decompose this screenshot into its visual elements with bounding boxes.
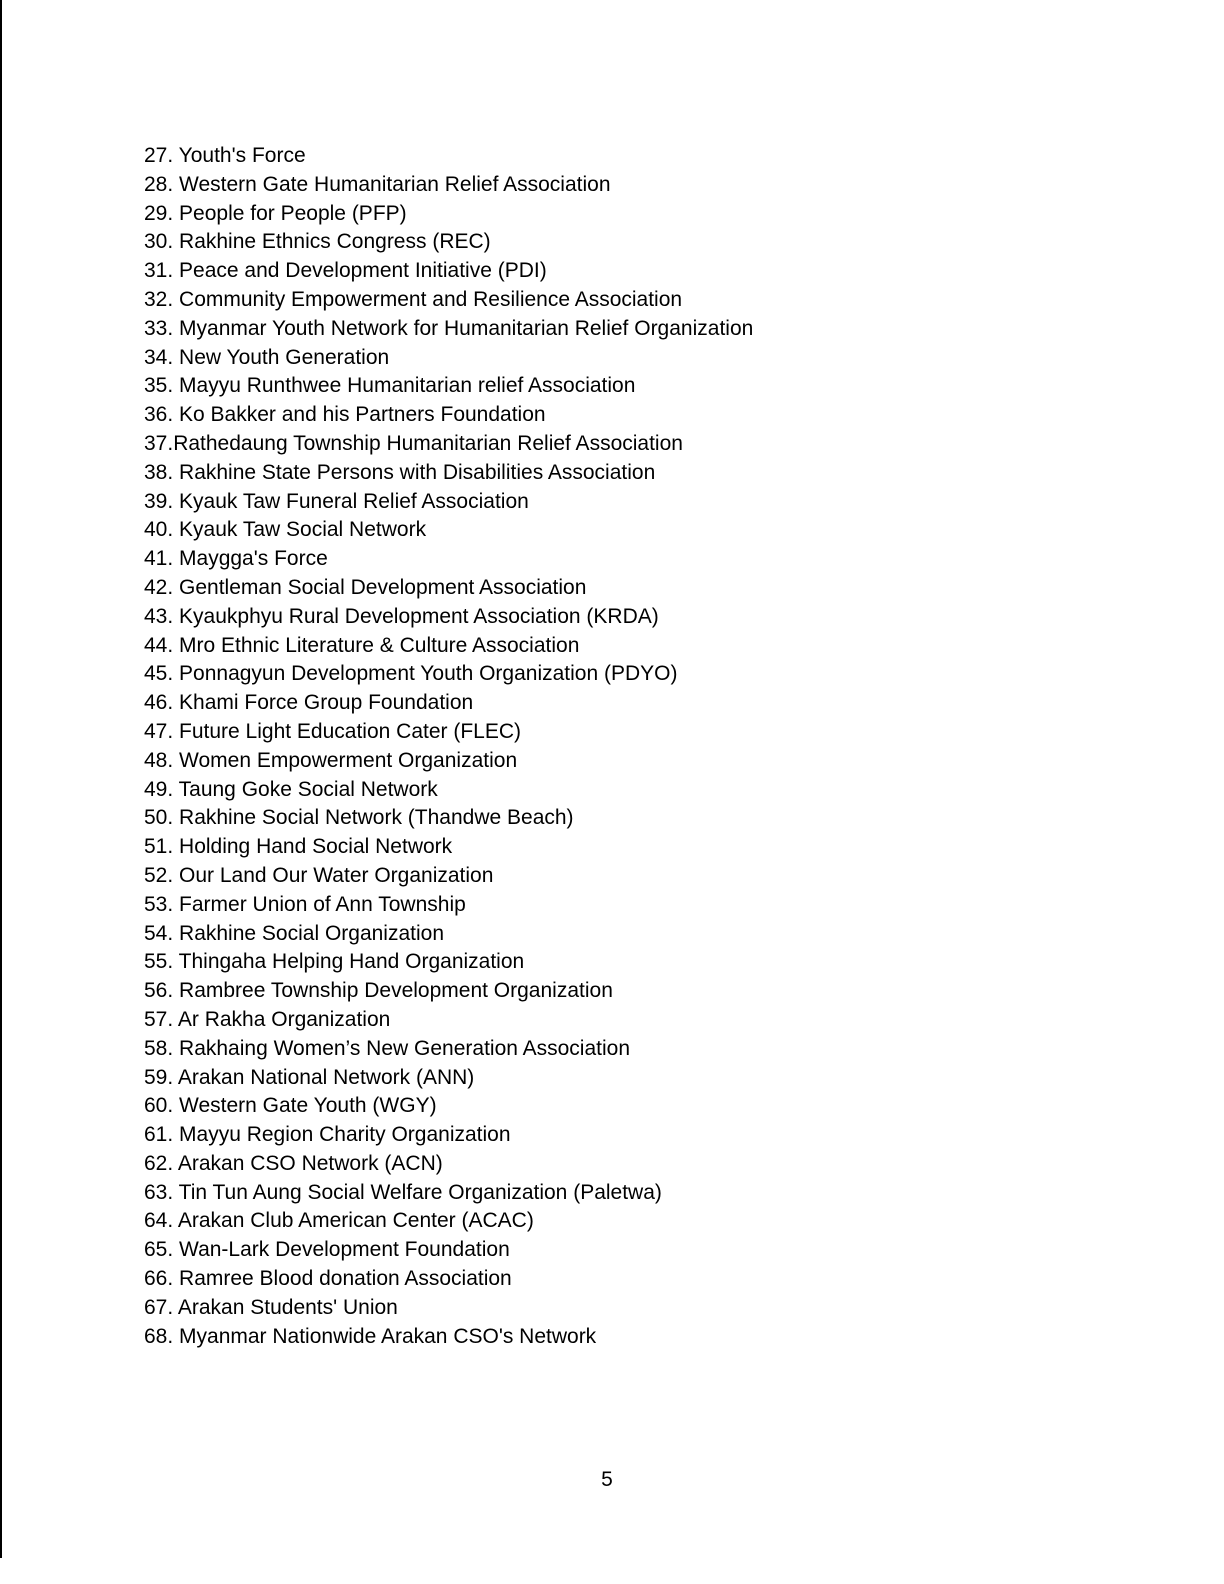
list-item: 41. Maygga's Force [144, 547, 328, 571]
list-item: 67. Arakan Students' Union [144, 1295, 398, 1319]
list-item: 59. Arakan National Network (ANN) [144, 1065, 475, 1089]
list-item: 60. Western Gate Youth (WGY) [144, 1094, 437, 1118]
list-item: 56. Rambree Township Development Organization [144, 979, 613, 1003]
list-item: 42. Gentleman Social Development Association [144, 575, 587, 599]
page-number: 5 [601, 1468, 613, 1491]
list-item: 49. Taung Goke Social Network [144, 777, 438, 801]
list-item: 63. Tin Tun Aung Social Welfare Organization (Paletwa) [144, 1180, 662, 1204]
list-item: 31. Peace and Development Initiative (PDI) [144, 259, 547, 283]
page-left-border [0, 0, 2, 1558]
list-item: 30. Rakhine Ethnics Congress (REC) [144, 230, 491, 254]
list-item: 57. Ar Rakha Organization [144, 1007, 391, 1031]
list-item: 29. People for People (PFP) [144, 201, 407, 225]
list-item: 51. Holding Hand Social Network [144, 835, 453, 859]
list-item: 61. Mayyu Region Charity Organization [144, 1123, 511, 1147]
list-item: 54. Rakhine Social Organization [144, 921, 445, 945]
list-item: 47. Future Light Education Cater (FLEC) [144, 719, 522, 743]
list-item: 39. Kyauk Taw Funeral Relief Association [144, 489, 529, 513]
organization-list [144, 142, 753, 1351]
list-item: 45. Ponnagyun Development Youth Organization (PDYO) [144, 662, 678, 686]
list-item: 64. Arakan Club American Center (ACAC) [144, 1209, 534, 1233]
list-item: 53. Farmer Union of Ann Township [144, 892, 466, 916]
list-item: 68. Myanmar Nationwide Arakan CSO's Network [144, 1324, 597, 1348]
list-item: 35. Mayyu Runthwee Humanitarian relief Association [144, 374, 636, 398]
list-item: 55. Thingaha Helping Hand Organization [144, 950, 525, 974]
list-item: 66. Ramree Blood donation Association [144, 1267, 512, 1291]
list-item: 36. Ko Bakker and his Partners Foundation [144, 403, 546, 427]
list-item: 46. Khami Force Group Foundation [144, 691, 474, 715]
list-item: 43. Kyaukphyu Rural Development Association (KRDA) [144, 604, 659, 628]
list-item: 52. Our Land Our Water Organization [144, 863, 494, 887]
list-item: 34. New Youth Generation [144, 345, 390, 369]
list-item: 38. Rakhine State Persons with Disabilities Association [144, 460, 656, 484]
list-item: 27. Youth's Force [144, 144, 306, 167]
list-item: 65. Wan-Lark Development Foundation [144, 1238, 510, 1262]
list-item: 44. Mro Ethnic Literature & Culture Association [144, 633, 580, 657]
list-item: 28. Western Gate Humanitarian Relief Association [144, 172, 611, 196]
list-item: 62. Arakan CSO Network (ACN) [144, 1151, 443, 1175]
list-item: 48. Women Empowerment Organization [144, 748, 518, 772]
list-item: 32. Community Empowerment and Resilience Association [144, 287, 683, 311]
list-item: 33. Myanmar Youth Network for Humanitarian Relief Organization [144, 316, 754, 340]
list-item: 58. Rakhaing Women’s New Generation Association [144, 1036, 630, 1060]
list-item: 40. Kyauk Taw Social Network [144, 518, 427, 542]
list-item: 50. Rakhine Social Network (Thandwe Beach) [144, 806, 574, 830]
list-item: 37.Rathedaung Township Humanitarian Relief Association [144, 431, 683, 455]
